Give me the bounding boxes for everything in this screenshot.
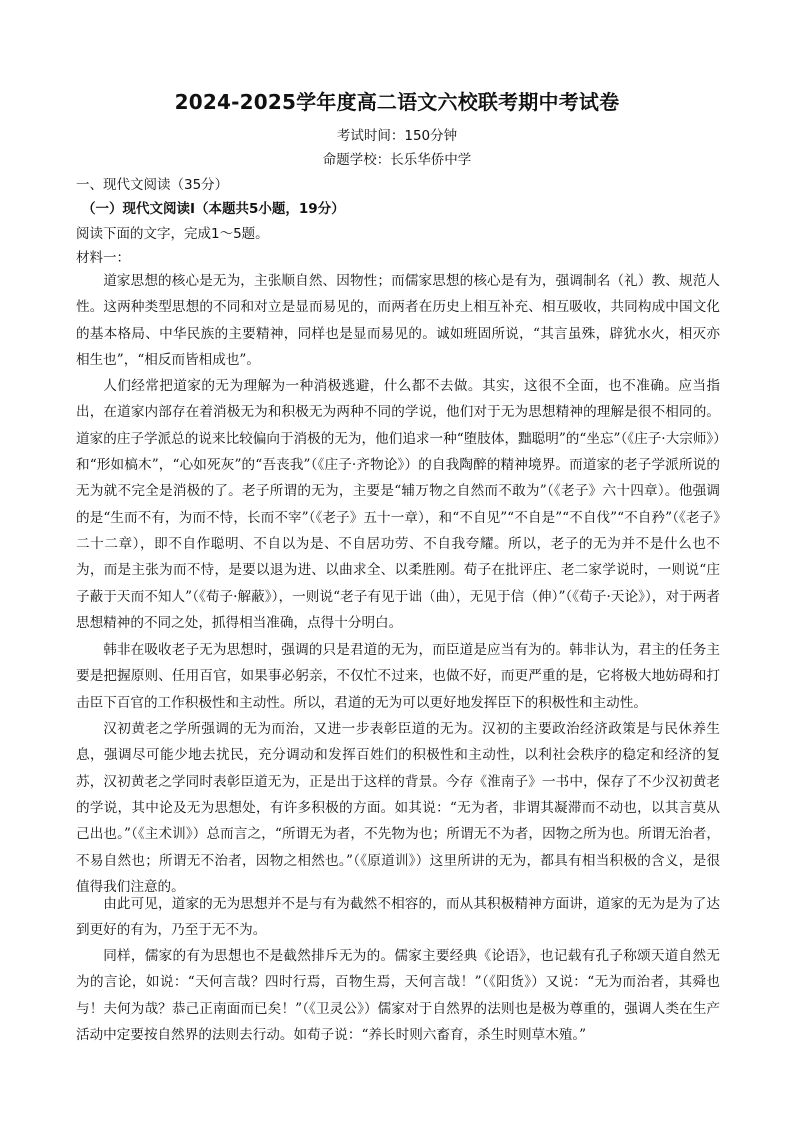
- reading-instruction: 阅读下面的文字，完成1～5题。: [76, 226, 269, 242]
- section-heading: 一、现代文阅读（35分）: [76, 177, 229, 193]
- exam-title: 2024-2025学年度高二语文六校联考期中考试卷: [174, 90, 620, 114]
- material-label: 材料一：: [76, 250, 130, 266]
- sub-section-heading: （一）现代文阅读Ⅰ（本题共5小题，19分）: [82, 201, 345, 217]
- paragraph-2: 人们经常把道家的无为理解为一种消极逃避，什么都不去做。其实，这很不全面，也不准确。应当指出，在道家内部存在着消极无为和积极无为两种不同的学说，他们对于无为思想精神的理解是很不相同的。道家的庄子学派总的说来比较偏向于消极的无为，他们追求一种“堕肢体，黜聪明”的“坐忘”（《庄子·大宗师》）和“形如槁木”，“心如死灰”的“吾丧我”（《庄子·齐物论》）的自我陶醉的精神境界。而道家的老子学派所说的无为就不完全是消极的了。老子所谓的无为，主要是“辅万物之自然而不敢为”（《老子》六十四章）。他强调的是“生而不有，为而不恃，长而不宰”（《老子》五十一章），和“不自见”“不自是”“不自伐”“不自矜”（《老子》二十二章），即不自作聪明、不自以为是、不自居功劳、不自我夸耀。所以，老子的无为并不是什么也不为，而是主张为而不恃，是要以退为进、以曲求全、以柔胜刚。荀子在批评庄、老二家学说时，一则说“庄子蔽于天而不知人”（《荀子·解蔽》），一则说“老子有见于诎（曲），无见于信（伸）”（《荀子·天论》），对于两者思想精神的不同之处，抓得相当准确，点得十分明白。: [76, 378, 720, 632]
- proposing-school: 命题学校：长乐华侨中学: [322, 152, 472, 168]
- paragraph-1: 道家思想的核心是无为，主张顺自然、因物性；而儒家思想的核心是有为，强调制名（礼）教、规范人性。这两种类型思想的不同和对立是显而易见的，而两者在历史上相互补充、相互吸收，共同构成中国文化的基本格局、中华民族的主要精神，同样也是显而易见的。诚如班固所说，“其言虽殊，辟犹水火，相灭亦相生也”，“相反而皆相成也”。: [76, 273, 720, 369]
- paragraph-4: 汉初黄老之学所强调的无为而治，又进一步表彰臣道的无为。汉初的主要政治经济政策是与民休养生息，强调尽可能少地去扰民，充分调动和发挥百姓们的积极性和主动性，以利社会秩序的稳定和经济的复苏，汉初黄老之学同时表彰臣道无为，正是出于这样的背景。今存《淮南子》一书中，保存了不少汉初黄老的学说，其中论及无为思想处，有许多积极的方面。如其说：“无为者，非谓其凝滞而不动也，以其言莫从己出也。”（《主术训》）总而言之，“所谓无为者，不先物为也；所谓无不为者，因物之所为也。所谓无治者，不易自然也；所谓无不治者，因物之相然也。”（《原道训》）这里所讲的无为，都具有相当积极的含义，是很值得我们注意的。: [76, 721, 720, 896]
- paragraph-3: 韩非在吸收老子无为思想时，强调的只是君道的无为，而臣道是应当有为的。韩非认为，君主的任务主要是把握原则、任用百官，如果事必躬亲，不仅忙不过来，也做不好，而更严重的是，它将极大地妨碍和打击臣下百官的工作积极性和主动性。所以，君道的无为可以更好地发挥臣下的积极性和主动性。: [76, 642, 720, 711]
- paragraph-6: 同样，儒家的有为思想也不是截然排斥无为的。儒家主要经典《论语》，也记载有孔子称颂天道自然无为的言论，如说：“天何言哉？四时行焉，百物生焉，天何言哉！”（《阳货》）又说：“无为而治者，其舜也与！夫何为哉？恭己正南面而已矣！”（《卫灵公》）儒家对于自然界的法则也是极为尊重的，强调人类在生产活动中定要按自然界的法则去行动。如荀子说：“养长时则六畜育，杀生时则草木殖。”: [76, 948, 720, 1044]
- exam-time: 考试时间：150分钟: [336, 128, 458, 144]
- paragraph-5: 由此可见，道家的无为思想并不是与有为截然不相容的，而从其积极精神方面讲，道家的无为是为了达到更好的有为，乃至于无不为。: [76, 896, 720, 939]
